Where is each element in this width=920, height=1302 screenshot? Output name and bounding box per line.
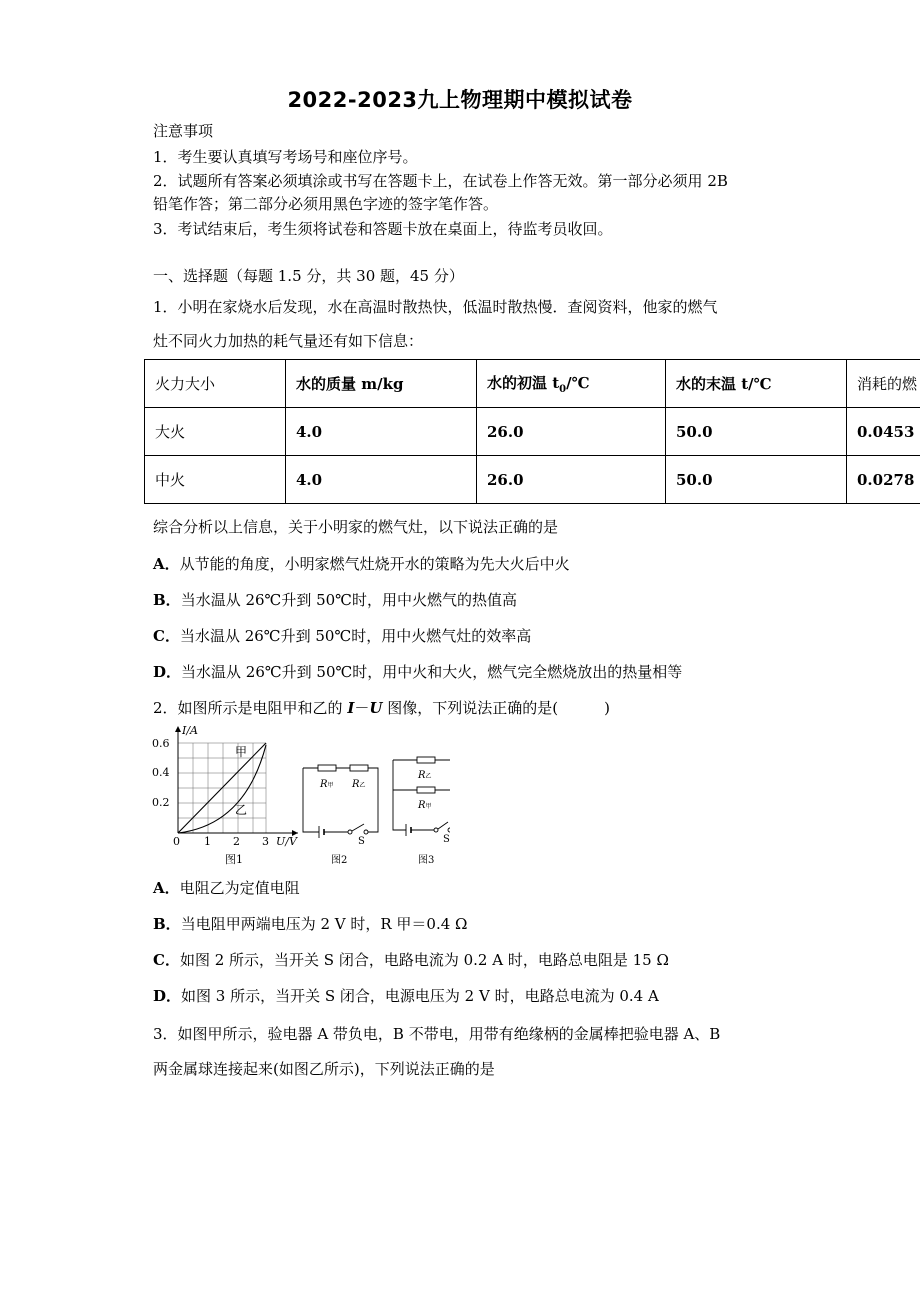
parallel-circuit-labels (417, 770, 450, 866)
x-axis-label: U/V (276, 835, 297, 848)
r-yi-label: R乙 (352, 779, 366, 790)
q2-option-d: D．如图 3 所示，当开关 S 闭合，电源电压为 2 V 时，电路总电流为 0.4 A (153, 987, 659, 1005)
table-cell: 50.0 (666, 456, 847, 504)
switch-label: S (358, 836, 365, 847)
q1-option-c: C．当水温从 26℃升到 50℃时，用中火燃气灶的效率高 (153, 627, 532, 645)
q1-lead: 综合分析以上信息，关于小明家的燃气灶，以下说法正确的是 (153, 518, 559, 536)
q3-stem-line2: 两金属球连接起来(如图乙所示)，下列说法正确的是 (153, 1060, 495, 1078)
table-header-cell: 水的初温 $t_0/℃$ (477, 360, 666, 408)
curve-jia-label: 甲 (235, 745, 248, 759)
section-heading: 一、选择题（每题 1.5 分，共 30 题，45 分） (153, 267, 464, 285)
table-header-row (145, 360, 920, 408)
q2-stem: 2．如图所示是电阻甲和乙的 I－U 图像，下列说法正确的是( ) (153, 699, 610, 717)
iu-labels (152, 724, 298, 866)
table-cell: 26.0 (477, 456, 666, 504)
tick-label: 0.6 (152, 737, 170, 750)
q1-option-b: B．当水温从 26℃升到 50℃时，用中火燃气的热值高 (153, 591, 517, 609)
fig1-caption: 图1 (225, 853, 243, 866)
q1-data-table (144, 359, 920, 504)
notice-item: 3．考试结束后，考生须将试卷和答题卡放在桌面上，待监考员收回。 (153, 220, 613, 238)
q1-stem-line2: 灶不同火力加热的耗气量还有如下信息： (153, 332, 424, 350)
table-cell: 中火 (145, 456, 286, 504)
tick-label: 3 (262, 835, 269, 848)
series-circuit-labels (319, 779, 366, 866)
series-circuit (303, 765, 378, 838)
notice-heading: 注意事项 (153, 122, 214, 140)
q2-option-b: B．当电阻甲两端电压为 2 V 时，R 甲＝0.4 Ω (153, 915, 468, 933)
q2-figures (150, 720, 450, 870)
table-cell: 50.0 (666, 408, 847, 456)
tick-label: 1 (204, 835, 211, 848)
table-cell: 大火 (145, 408, 286, 456)
q1-option-a: A．从节能的角度，小明家燃气灶烧开水的策略为先大火后中火 (153, 555, 570, 573)
table-cell: 26.0 (477, 408, 666, 456)
iu-graph (175, 726, 298, 836)
switch-label: S (443, 834, 450, 845)
r-jia-label: R甲 (418, 800, 432, 811)
tick-label: 0 (173, 835, 180, 848)
table-header-cell: 消耗的燃 (847, 360, 920, 408)
q2-option-a: A．电阻乙为定值电阻 (153, 879, 300, 897)
q1-option-d: D．当水温从 26℃升到 50℃时，用中火和大火，燃气完全燃烧放出的热量相等 (153, 663, 683, 681)
notice-item: 2．试题所有答案必须填涂或书写在答题卡上，在试卷上作答无效。第一部分必须用 2B (153, 172, 728, 190)
r-jia-label: R甲 (320, 779, 334, 790)
table-cell: 4.0 (286, 408, 477, 456)
table-cell: 0.0453 (847, 408, 920, 456)
tick-label: 0.4 (152, 766, 170, 779)
r-yi-label: R乙 (418, 770, 432, 781)
tick-label: 0.2 (152, 796, 170, 809)
tick-label: 2 (233, 835, 240, 848)
y-axis-label: I/A (182, 724, 198, 737)
table-header-cell: 水的末温 t/℃ (666, 360, 847, 408)
q1-stem-line1: 1．小明在家烧水后发现，水在高温时散热快，低温时散热慢．查阅资料，他家的燃气 (153, 298, 718, 316)
page-title: 2022-2023九上物理期中模拟试卷 (287, 88, 633, 112)
table-row (145, 408, 920, 456)
table-row (145, 456, 920, 504)
table-cell: 4.0 (286, 456, 477, 504)
curve-yi-label: 乙 (235, 803, 248, 817)
q2-option-c: C．如图 2 所示，当开关 S 闭合，电路电流为 0.2 A 时，电路总电阻是 15 Ω (153, 951, 669, 969)
q3-stem-line1: 3．如图甲所示，验电器 A 带负电，B 不带电，用带有绝缘柄的金属棒把验电器 A、B (153, 1025, 721, 1043)
fig2-caption: 图2 (331, 855, 348, 866)
notice-item: 铅笔作答；第二部分必须用黑色字迹的签字笔作答。 (153, 195, 499, 213)
notice-item: 1．考生要认真填写考场号和座位序号。 (153, 148, 418, 166)
table-header-cell: 火力大小 (145, 360, 286, 408)
table-cell: 0.0278 (847, 456, 920, 504)
table-header-cell: 水的质量 m/kg (286, 360, 477, 408)
fig3-caption: 图3 (418, 855, 435, 866)
parallel-circuit (393, 757, 450, 836)
